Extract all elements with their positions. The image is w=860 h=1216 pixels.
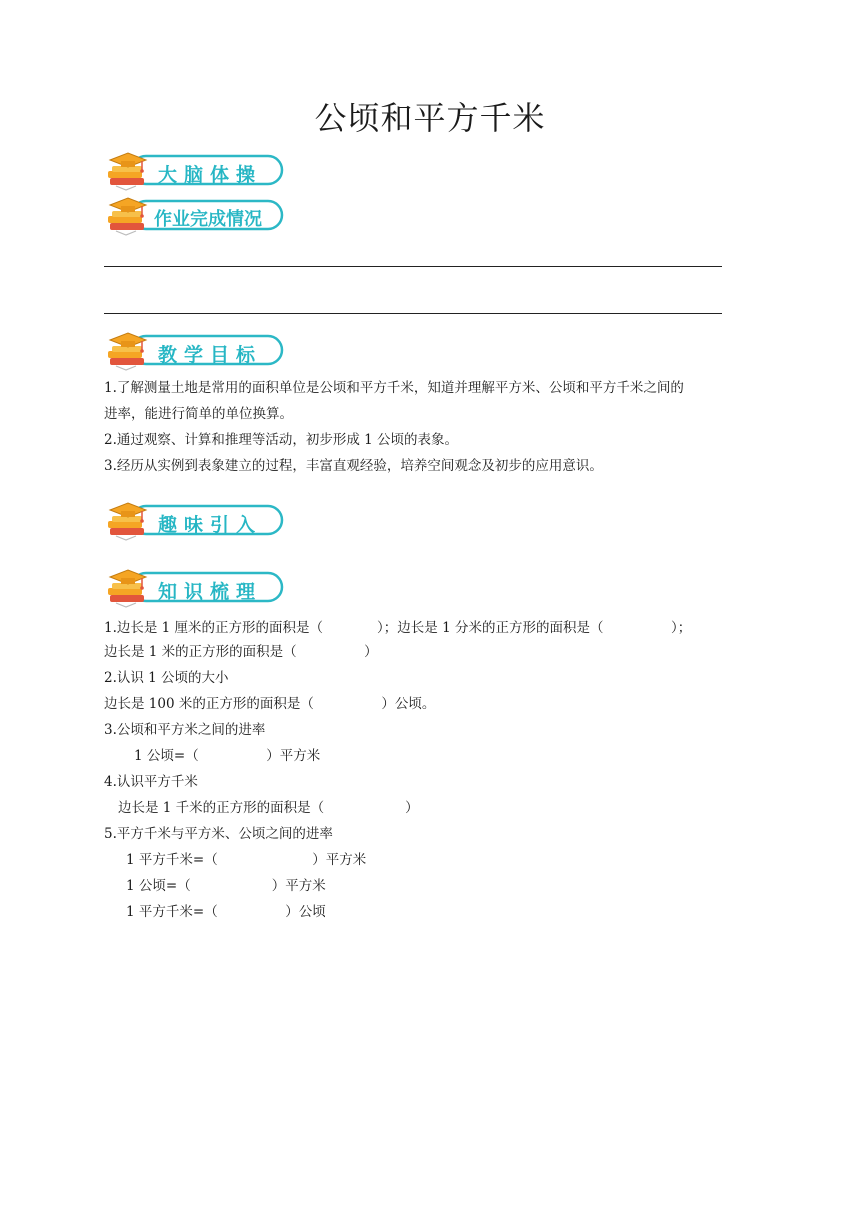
goal-line-1: 1.了解测量土地是常用的面积单位是公顷和平方千米，知道并理解平方米、公顷和平方千米之间的 [104,380,684,396]
section-badge-homework [106,195,286,241]
goal-line-3: 3.经历从实例到表象建立的过程，丰富直观经验，培养空间观念及初步的应用意识。 [104,458,603,474]
section-title-goals: 教学目标 [158,344,263,366]
section-badge-warmup [106,150,286,196]
knowledge-q4-item: 边长是 1 千米的正方形的面积是（ ） [118,800,419,816]
knowledge-q3-heading: 3.公顷和平方米之间的进率 [104,722,266,738]
section-badge-goals [106,330,286,376]
knowledge-q2-item: 边长是 100 米的正方形的面积是（ ）公顷。 [104,696,436,712]
answer-line [104,266,722,267]
goal-line-2: 2.通过观察、计算和推理等活动，初步形成 1 公顷的表象。 [104,432,459,448]
knowledge-q5-item-2: 1 公顷=（ ）平方米 [126,878,326,894]
section-title-knowledge: 知识梳理 [158,581,263,603]
section-badge-knowledge [106,567,286,613]
section-title-warmup: 大脑体操 [158,164,263,186]
knowledge-q2-heading: 2.认识 1 公顷的大小 [104,670,229,686]
knowledge-q5-item-1: 1 平方千米=（ ）平方米 [126,852,367,868]
goal-line-1-cont: 进率，能进行简单的单位换算。 [104,406,293,422]
section-title-intro: 趣味引入 [158,514,263,536]
knowledge-q1-line2: 边长是 1 米的正方形的面积是（ ） [104,644,378,660]
section-badge-intro [106,500,286,546]
knowledge-q5-item-3: 1 平方千米=（ ）公顷 [126,904,326,920]
knowledge-q3-item: 1 公顷=（ ）平方米 [134,748,321,764]
knowledge-q5-heading: 5.平方千米与平方米、公顷之间的进率 [104,826,333,842]
page-title: 公顷和平方千米 [314,99,546,137]
section-title-homework: 作业完成情况 [154,209,262,230]
knowledge-q1-line1: 1.边长是 1 厘米的正方形的面积是（ ）；边长是 1 分米的正方形的面积是（ ）； [104,620,692,636]
answer-line [104,313,722,314]
knowledge-q4-heading: 4.认识平方千米 [104,774,198,790]
